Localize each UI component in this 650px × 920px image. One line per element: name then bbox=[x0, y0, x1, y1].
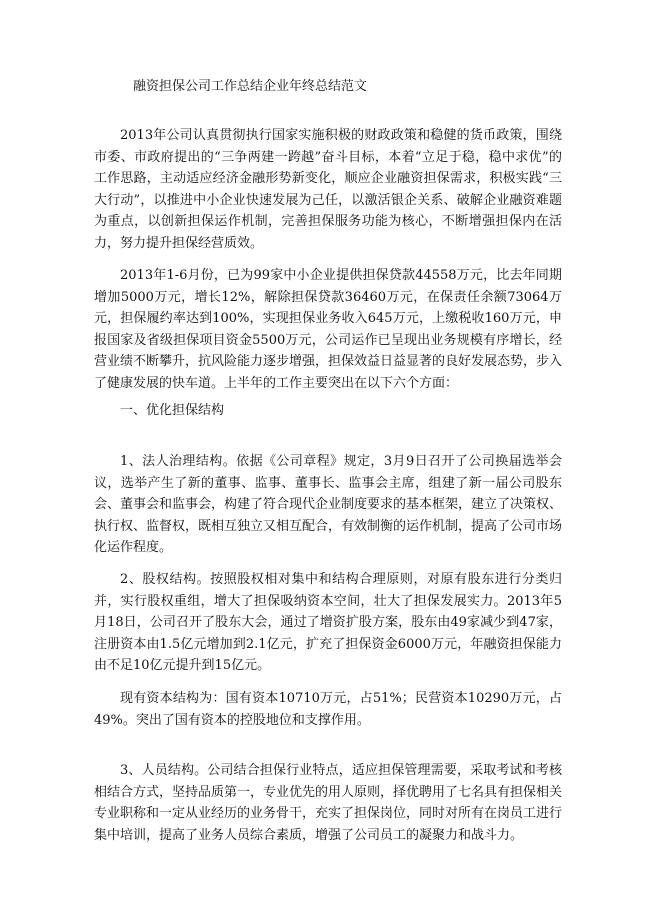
capital-structure-paragraph: 现有资本结构为：国有资本10710万元，占51%；民营资本10290万元，占49%。突出了国有资本的控股地位和支撑作用。 bbox=[94, 691, 562, 728]
governance-paragraph: 1、法人治理结构。依据《公司章程》规定，3月9日召开了公司换届选举会议，选举产生了新的董事、监事、董事长、监事会主席，组建了新一届公司股东会、董事会和监事会，构建了符合现代企业制度要求的基本框架，建立了决策权、执行权、监督权，既相互独立又相互配合，有效制衡的运作机制，提高了公司市场化运作程度。 bbox=[94, 454, 563, 555]
document-title: 融资担保公司工作总结企业年终总结范文 bbox=[133, 79, 368, 94]
summary-paragraph: 2013年1-6月份，已为99家中小企业提供担保贷款44558万元，比去年同期增加5000万元，增长12%，解除担保贷款36460万元，在保责任余额73064万元，担保履约率达到100%，实现担保业务收入645万元，上缴税收160万元，申报国家及省级担保项目资金5500万元，公司运作已呈现出业务规模有序增长，经营业绩不断攀升，抗风险能力逐步增强，担保效益日益显著的良好发展态势，步入了健康发展的快车道。上半年的工作主要突出在以下六个方面： bbox=[94, 268, 563, 391]
equity-paragraph: 2、股权结构。按照股权相对集中和结构合理原则，对原有股东进行分类归并，实行股权重组，增大了担保吸纳资本空间，壮大了担保发展实力。2013年5月18日，公司召开了股东大会，通过了增资扩股方案，股东由49家减少到47家，注册资本由1.5亿元增加到2.1亿元，扩充了担保资金6000万元，年融资担保能力由不足10亿元提升到15亿元。 bbox=[94, 572, 562, 673]
staffing-paragraph: 3、人员结构。公司结合担保行业特点，适应担保管理需要，采取考试和考核相结合方式，坚持品质第一，专业优先的用人原则，择优聘用了七名具有担保相关专业职称和一定从业经历的业务骨干，充实了担保岗位，同时对所有在岗员工进行集中培训，提高了业务人员综合素质，增强了公司员工的凝聚力和战斗力。 bbox=[94, 763, 563, 843]
intro-paragraph: 2013年公司认真贯彻执行国家实施积极的财政政策和稳健的货币政策，围绕市委、市政府提出的“三争两建一跨越”奋斗目标，本着“立足于稳，稳中求优”的工作思路，主动适应经济金融形势新变化，顺应企业融资担保需求，积极实践“三大行动”，以推进中小企业快速发展为己任，以激活银企关系、破解企业融资难题为重点，以创新担保运作机制，完善担保服务功能为核心，不断增强担保内在活力，努力提升担保经营质效。 bbox=[94, 128, 562, 251]
section-heading: 一、优化担保结构 bbox=[120, 403, 225, 418]
